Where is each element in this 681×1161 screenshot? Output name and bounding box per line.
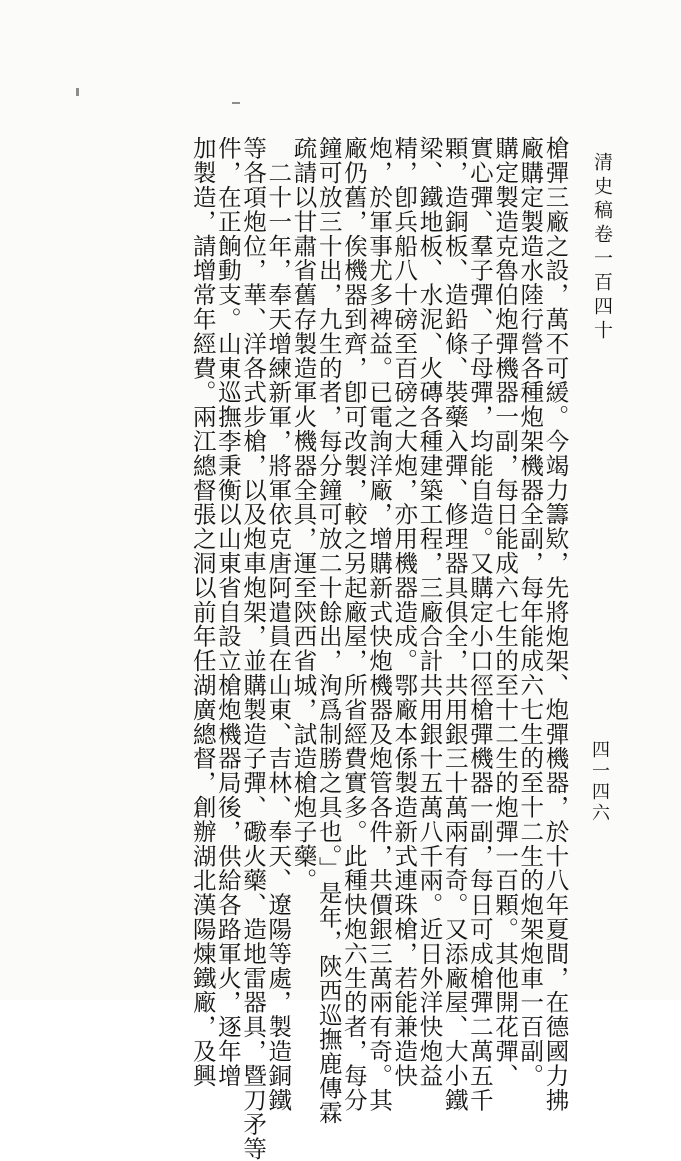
text-column: 加製造，請增常年經費。兩江總督張之洞以前年任湖廣總督，創辦湖北漢陽煉鐵廠，及興 — [188, 136, 217, 1088]
text-column: 廠仍舊，俟機器到齊，卽可改製，較之另起廠屋，所省經費實多。此種快炮六生的者，每分 — [339, 136, 368, 1112]
text-column: 梁、鐵地板、水泥、火磚各種建築工程，三廠合計共用銀十五萬八千兩。近日外洋快炮益 — [415, 136, 444, 1088]
text-column: 等各項炮位，華、洋各式步槍，以及炮車炮架，並購製造子彈、礮火藥、造地雷器具，暨刀矛等 — [239, 136, 268, 1161]
text-column: 炮，於軍事尤多裨益。已電詢洋廠，增購新式快炮機器及炮管各件，共價銀三萬兩有奇。其 — [365, 136, 394, 1112]
text-column: 購定製造克魯伯炮彈機器一副，每日能成六七生的至十二生的炮彈一百顆。其他開花彈、 — [491, 136, 520, 1088]
text-column: 廠購定製造水陸行營各種炮架機器全副，每年能成六七生的至十二生的炮架炮車一百副。 — [516, 136, 545, 1088]
book-title-header: 清史稿卷一百四十 — [591, 152, 613, 344]
print-speck — [76, 88, 79, 96]
text-column: 精，卽兵船八十磅至百磅之大炮，亦用機器造成。鄂廠本係製造新式連珠槍，若能兼造快 — [390, 136, 419, 1088]
text-column: 顆，造銅板、造鉛條、裝藥入彈、修理器具俱全，共用銀三十萬兩有奇。又添廠屋、大小鐵 — [440, 136, 469, 1112]
text-column: 槍彈三廠之設，萬不可緩。今竭力籌欵，先將炮架、炮彈機器，於十八年夏間，在德國力拂 — [541, 136, 570, 1112]
text-column: 疏請以甘肅省舊存製造軍火機器全具，運至陝西省城，試造槍炮子藥。 — [289, 136, 318, 893]
print-speck — [232, 102, 240, 104]
text-column: 件，在正餉動支。山東巡撫李秉衡以山東省自設立槍炮機器局後，供給各路軍火，逐年增 — [213, 136, 242, 1088]
text-column: 鐘可放三十出，九生的者，每分鐘可放二十餘出，洵爲制勝之具也。」是年，陝西巡撫鹿傳霖 — [314, 136, 343, 1125]
text-column: 二十一年，奉天增練新軍，將軍依克唐阿遣員在山東、吉林、奉天、遼陽等處，製造銅鐵 — [264, 136, 293, 1112]
text-column: 實心彈、羣子彈、子母彈，均能自造。又購定小口徑槍彈機器一副，每日可成槍彈二萬五千 — [465, 136, 494, 1112]
page-number: 四一四六 — [589, 740, 610, 824]
